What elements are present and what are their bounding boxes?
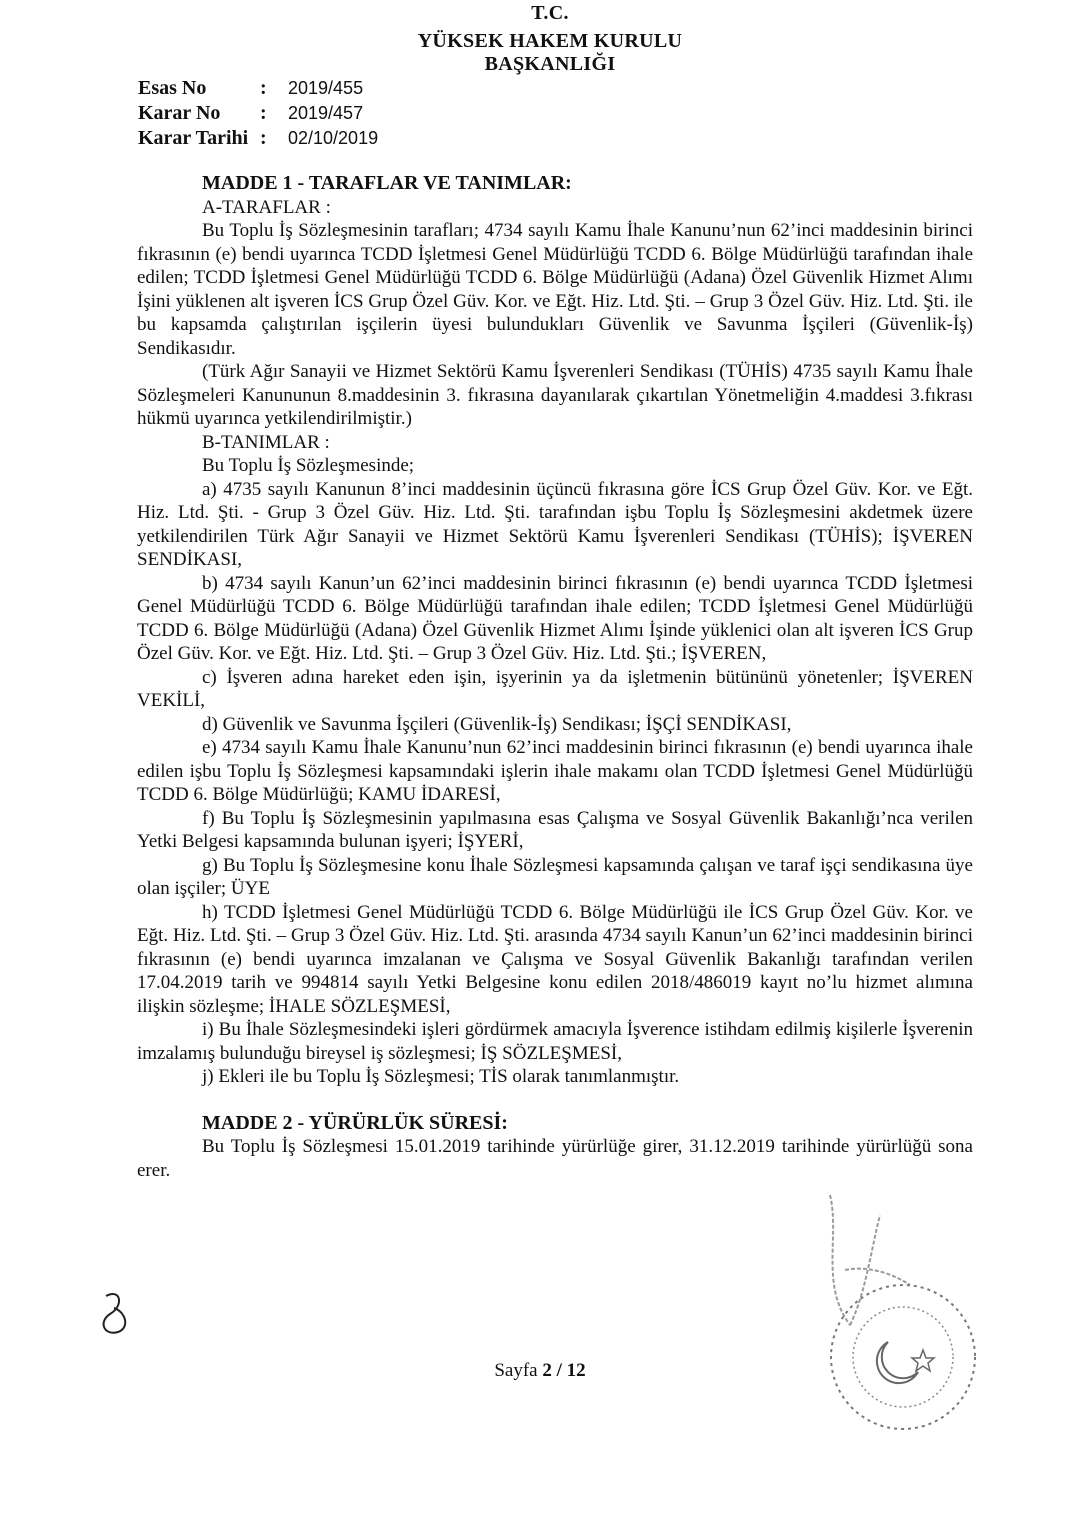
meta-row-esas [138, 76, 378, 101]
case-meta [138, 76, 378, 151]
header-presidency: BAŞKANLIĞI [484, 53, 616, 75]
header-institution: YÜKSEK HAKEM KURULU [417, 30, 683, 52]
official-seal-stamp [818, 1272, 988, 1442]
tuhis-paragraph: (Türk Ağır Sanayii ve Hizmet Sektörü Kamu İşverenleri Sendikası (TÜHİS) 4735 sayılı Kamu İhale Sözleşmeleri Kanununun 8.maddesinin 3. fıkrasına dayanılarak çıkartılan Yönetmeliğin 4.maddesi 3.fıkrası hükmü uyarınca yetkilendirilmiştir.) [137, 361, 973, 429]
meta-label: Esas No [138, 77, 207, 99]
meta-sep: : [260, 127, 267, 149]
tanimlar-intro: Bu Toplu İş Sözleşmesinde; [202, 455, 415, 476]
definition-item-c: c) İşveren adına hareket eden işin, işyerinin ya da işletmenin bütününü yönetenler; İŞVEREN VEKİLİ, [137, 666, 973, 711]
yururluk-paragraph: Bu Toplu İş Sözleşmesi 15.01.2019 tarihinde yürürlüğe girer, 31.12.2019 tarihinde yürürlüğü sona erer. [137, 1136, 973, 1181]
definition-item-j: j) Ekleri ile bu Toplu İş Sözleşmesi; TİS olarak tanımlanmıştır. [202, 1066, 680, 1087]
definition-item-g: g) Bu Toplu İş Sözleşmesine konu İhale Sözleşmesi kapsamında çalışan ve taraf işçi sendikasına üye olan işçiler; ÜYE [137, 854, 973, 899]
madde1-heading: MADDE 1 - TARAFLAR VE TANIMLAR: [202, 172, 572, 194]
definition-item-b: b) 4734 sayılı Kanun’un 62’inci maddesinin birinci fıkrasının (e) bendi uyarınca TCDD İşletmesi Genel Müdürlüğü TCDD 6. Bölge Müdürlüğü tarafından ihale edilen; TCDD İşletmesi Genel Müdürlüğü TCDD 6. Bölge Müdürlüğü (Adana) Özel Güvenlik Hizmet Alımı İşinde yüklenici olan alt işveren İCS Grup Özel Güv. Kor. ve Eğt. Hiz. Ltd. Şti. – Grup 3 Özel Güv. Hiz. Ltd. Şti.; İŞVEREN, [137, 572, 973, 664]
definition-item-i: i) Bu İhale Sözleşmesindeki işleri gördürmek amacıyla İşverence istihdam edilmiş kişilerle İşverenin imzalamış bulunduğu bireysel iş sözleşmesi; İŞ SÖZLEŞMESİ, [137, 1019, 973, 1064]
meta-row-karar-tarihi [138, 126, 378, 151]
definition-item-d: d) Güvenlik ve Savunma İşçileri (Güvenlik-İş) Sendikası; İŞÇİ SENDİKASI, [202, 713, 792, 735]
page-number-value: 2 / 12 [542, 1360, 586, 1381]
definition-item-a: a) 4735 sayılı Kanunun 8’inci maddesinin üçüncü fıkrasına göre İCS Grup Özel Güv. Kor. ve Eğt. Hiz. Ltd. Şti. - Grup 3 Özel Güv. Hiz. Ltd. Şti. tarafından işbu Toplu İş Sözleşmesini akdetmek üzere yetkilendirilen Türk Ağır Sanayii ve Hizmet Sektörü Kamu İşverenleri Sendikası (TÜHİS); İŞVEREN SENDİKASI, [137, 478, 973, 570]
taraflar-subheading: A-TARAFLAR : [202, 196, 331, 218]
taraflar-paragraph: Bu Toplu İş Sözleşmesinin tarafları; 4734 sayılı Kamu İhale Kanunu’nun 62’inci maddesinin birinci fıkrasının (e) bendi uyarınca TCDD İşletmesi Genel Müdürlüğü TCDD 6. Bölge Müdürlüğü tarafından ihale edilen; TCDD İşletmesi Genel Müdürlüğü TCDD 6. Bölge Müdürlüğü (Adana) Özel Güvenlik Hizmet Alımı İşini yüklenen alt işveren İCS Grup Özel Güv. Kor. ve Eğt. Hiz. Ltd. Şti. – Grup 3 Özel Güv. Hiz. Ltd. Şti. ile bu kapsamda çalıştırılan işçilerin üyesi bulundukları Güvenlik ve Savunma İşçileri (Güvenlik-İş) Sendikasıdır. [137, 220, 973, 359]
handwritten-initial [96, 1288, 136, 1340]
tanimlar-subheading: B-TANIMLAR : [202, 431, 330, 453]
document-body [137, 172, 973, 1182]
meta-sep: : [260, 102, 267, 124]
madde2-heading: MADDE 2 - YÜRÜRLÜK SÜRESİ: [202, 1111, 508, 1134]
page-number [0, 1360, 1080, 1382]
meta-row-karar [138, 101, 378, 126]
meta-label: Karar Tarihi [138, 127, 249, 149]
page-number-prefix: Sayfa [494, 1360, 543, 1381]
meta-sep: : [260, 77, 267, 99]
definition-item-h: h) TCDD İşletmesi Genel Müdürlüğü TCDD 6. Bölge Müdürlüğü ile İCS Grup Özel Güv. Kor. ve Eğt. Hiz. Ltd. Şti. – Grup 3 Özel Güv. Hiz. Ltd. Şti. arasında 4734 sayılı Kanun’un 62’inci maddesinin birinci fıkrasının (e) bendi uyarınca imzalanan ve Çalışma ve Sosyal Güvenlik Bakanlığı tarafından verilen 17.04.2019 tarih ve 994814 sayılı Yetki Belgesine konu edilen 2018/486019 kayıt no’lu hizmet alımına ilişkin sözleşme; İHALE SÖZLEŞMESİ, [137, 901, 973, 1017]
meta-value: 02/10/2019 [288, 128, 379, 148]
header-tc: T.C. [531, 2, 569, 24]
meta-value: 2019/455 [288, 78, 364, 98]
definition-item-f: f) Bu Toplu İş Sözleşmesinin yapılmasına esas Çalışma ve Sosyal Güvenlik Bakanlığı’nca verilen Yetki Belgesi kapsamında bulunan işyeri; İŞYERİ, [137, 807, 973, 852]
definition-item-e: e) 4734 sayılı Kamu İhale Kanunu’nun 62’inci maddesinin birinci fıkrasının (e) bendi uyarınca ihale edilen işbu Toplu İş Sözleşmesi kapsamındaki işlerin ihale makamı olan TCDD İşletmesi Genel Müdürlüğü TCDD 6. Bölge Müdürlüğü; KAMU İDARESİ, [137, 737, 973, 805]
meta-value: 2019/457 [288, 103, 364, 123]
meta-label: Karar No [138, 102, 221, 124]
